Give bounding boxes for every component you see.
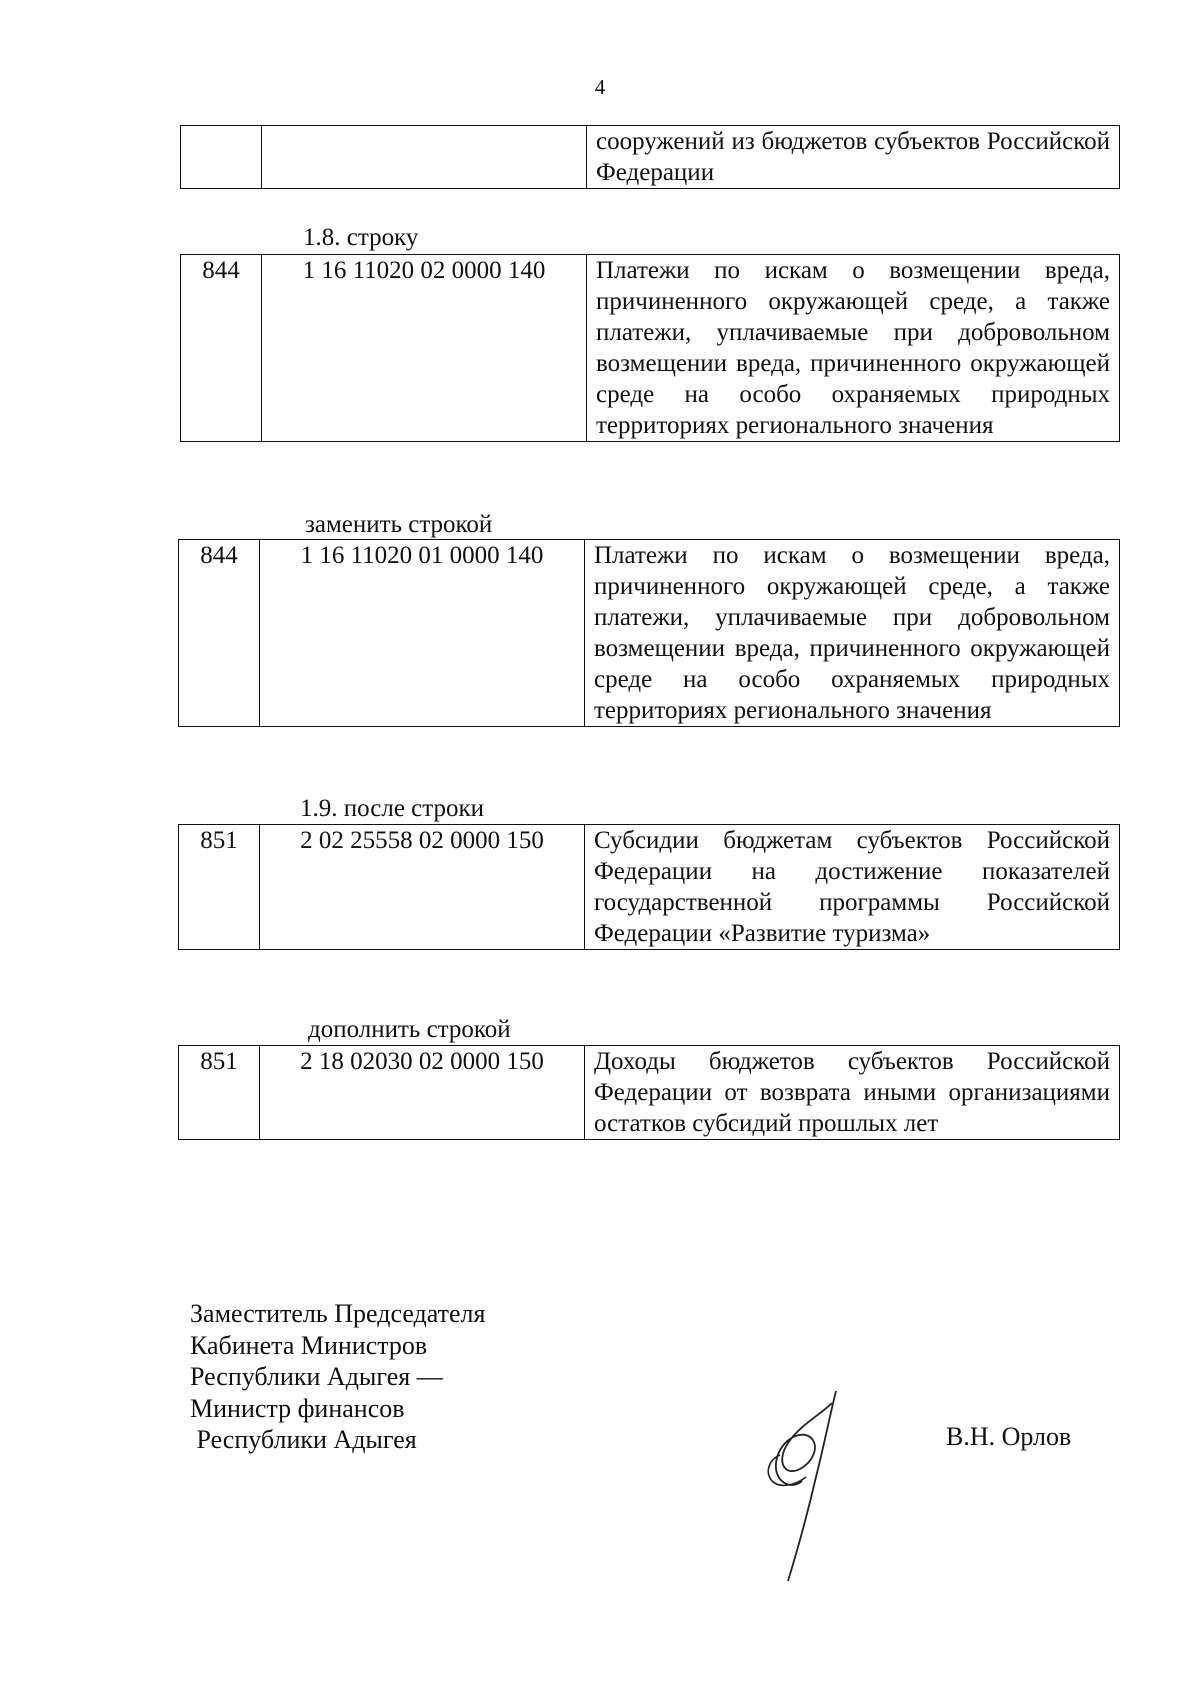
table-addition-row (178, 1045, 1120, 1140)
table-row (179, 540, 1120, 727)
kbk-code-cell: 1 16 11020 02 0000 140 (262, 255, 587, 442)
signatory-title-line: Кабинета Министров (190, 1330, 428, 1360)
table-1-9-row (178, 824, 1120, 950)
table-row (179, 825, 1120, 950)
table-1-8-row (180, 254, 1120, 442)
signatory-title-line: Республики Адыгея (190, 1425, 417, 1454)
kbk-code-cell (262, 126, 587, 189)
section-label-1-8: 1.8. строку (303, 224, 419, 251)
section-label-replace: заменить строкой (305, 511, 493, 538)
description-text: Доходы бюджетов субъектов Российской Федерации от возврата иными организациями остатков субсидий прошлых лет (594, 1048, 1110, 1137)
handwritten-signature (740, 1385, 860, 1585)
table-continuation (180, 125, 1120, 189)
description-cell (585, 540, 1120, 727)
description-cell (585, 825, 1120, 950)
admin-code-cell: 851 (179, 1046, 260, 1140)
section-label-add: дополнить строкой (308, 1016, 511, 1043)
description-cell (587, 255, 1120, 442)
description-text: Платежи по искам о возмещении вреда, причиненного окружающей среде, а также платежи, уплачиваемые при добровольном возмещении вреда, причиненного окружающей среде на особо охраняемых природных территориях регионального значения (594, 542, 1110, 724)
signatory-name: В.Н. Орлов (946, 1422, 1072, 1451)
admin-code-cell (181, 126, 262, 189)
kbk-code-cell: 2 02 25558 02 0000 150 (260, 825, 585, 950)
table-replacement-row (178, 539, 1120, 727)
table-row (179, 1046, 1120, 1140)
admin-code-cell: 851 (179, 825, 260, 950)
signatory-title-line: Министр финансов (190, 1393, 405, 1423)
description-text: Платежи по искам о возмещении вреда, причиненного окружающей среде, а также платежи, уплачиваемые при добровольном возмещении вреда, причиненного окружающей среде на особо охраняемых природных территориях регионального значения (596, 257, 1110, 439)
signatory-title-line: Республики Адыгея — (190, 1362, 443, 1391)
page-number: 4 (594, 75, 606, 99)
admin-code-cell: 844 (179, 540, 260, 727)
description-cell (585, 1046, 1120, 1140)
table-row (181, 255, 1120, 442)
description-cell (587, 126, 1120, 189)
kbk-code-cell: 1 16 11020 01 0000 140 (260, 540, 585, 727)
section-label-1-9: 1.9. после строки (300, 795, 485, 822)
description-text: сооружений из бюджетов субъектов Российской Федерации (596, 128, 1110, 186)
signatory-title (190, 1298, 485, 1456)
kbk-code-cell: 2 18 02030 02 0000 150 (260, 1046, 585, 1140)
signatory-title-line: Заместитель Председателя (190, 1299, 486, 1328)
table-row (181, 126, 1120, 189)
description-text: Субсидии бюджетам субъектов Российской Федерации на достижение показателей государственной программы Российской Федерации «Развитие туризма» (594, 827, 1110, 947)
admin-code-cell: 844 (181, 255, 262, 442)
